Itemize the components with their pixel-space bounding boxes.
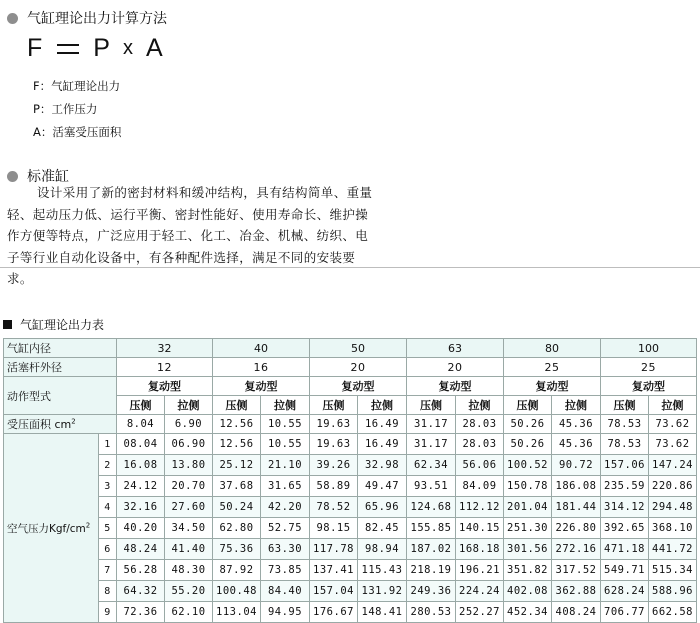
area-cell: 73.62 [649, 415, 697, 434]
table-row [4, 539, 697, 560]
bore-row [4, 339, 697, 358]
area-row [4, 415, 697, 434]
force-cell: 220.86 [649, 476, 697, 497]
force-cell: 32.98 [358, 455, 407, 476]
action-type-cell: 复动型 [407, 377, 504, 396]
rod-cell: 25 [601, 358, 697, 377]
action-row [4, 377, 697, 396]
force-cell: 25.12 [213, 455, 261, 476]
force-cell: 272.16 [552, 539, 601, 560]
force-cell: 50.26 [504, 434, 552, 455]
bore-cell: 40 [213, 339, 310, 358]
pressure-index: 8 [99, 581, 117, 602]
force-cell: 628.24 [601, 581, 649, 602]
force-cell: 12.56 [213, 434, 261, 455]
force-cell: 78.52 [310, 497, 358, 518]
area-cell: 16.49 [358, 415, 407, 434]
force-cell: 63.30 [261, 539, 310, 560]
force-cell: 58.89 [310, 476, 358, 497]
force-cell: 115.43 [358, 560, 407, 581]
area-cell: 31.17 [407, 415, 456, 434]
force-cell: 196.21 [456, 560, 504, 581]
formula-term-p: P [93, 34, 111, 62]
pull-side-header: 拉侧 [552, 396, 601, 415]
force-cell: 78.53 [601, 434, 649, 455]
force-cell: 75.36 [213, 539, 261, 560]
force-cell: 392.65 [601, 518, 649, 539]
action-type-cell: 复动型 [117, 377, 213, 396]
force-cell: 662.58 [649, 602, 697, 623]
force-cell: 10.55 [261, 434, 310, 455]
push-side-header: 压侧 [601, 396, 649, 415]
pressure-index: 9 [99, 602, 117, 623]
force-cell: 515.34 [649, 560, 697, 581]
force-cell: 140.15 [456, 518, 504, 539]
section-heading-calculation [7, 8, 167, 28]
formula-term-a: A [145, 34, 164, 62]
force-table [3, 338, 697, 623]
action-label: 动作型式 [4, 377, 117, 415]
force-cell: 62.10 [165, 602, 213, 623]
force-cell: 20.70 [165, 476, 213, 497]
force-cell: 471.18 [601, 539, 649, 560]
force-cell: 124.68 [407, 497, 456, 518]
formula [27, 34, 164, 63]
force-cell: 408.24 [552, 602, 601, 623]
force-cell: 368.10 [649, 518, 697, 539]
force-cell: 317.52 [552, 560, 601, 581]
force-cell: 201.04 [504, 497, 552, 518]
action-type-cell: 复动型 [601, 377, 697, 396]
force-cell: 362.88 [552, 581, 601, 602]
force-cell: 72.36 [117, 602, 165, 623]
force-cell: 28.03 [456, 434, 504, 455]
force-cell: 93.51 [407, 476, 456, 497]
area-cell: 19.63 [310, 415, 358, 434]
pressure-index: 4 [99, 497, 117, 518]
force-cell: 94.95 [261, 602, 310, 623]
force-cell: 45.36 [552, 434, 601, 455]
force-cell: 21.10 [261, 455, 310, 476]
legend-item-f: F：气缸理论出力 [33, 79, 121, 93]
area-cell: 28.03 [456, 415, 504, 434]
force-cell: 235.59 [601, 476, 649, 497]
pull-side-header: 拉侧 [165, 396, 213, 415]
force-cell: 100.48 [213, 581, 261, 602]
area-cell: 50.26 [504, 415, 552, 434]
push-side-header: 压侧 [310, 396, 358, 415]
table-title: 气缸理论出力表 [3, 316, 104, 333]
bore-cell: 50 [310, 339, 407, 358]
table-row [4, 602, 697, 623]
area-cell: 8.04 [117, 415, 165, 434]
rod-cell: 12 [117, 358, 213, 377]
force-cell: 40.20 [117, 518, 165, 539]
area-cell: 78.53 [601, 415, 649, 434]
force-cell: 168.18 [456, 539, 504, 560]
force-cell: 224.24 [456, 581, 504, 602]
force-cell: 56.06 [456, 455, 504, 476]
force-cell: 301.56 [504, 539, 552, 560]
bore-cell: 32 [117, 339, 213, 358]
bore-cell: 100 [601, 339, 697, 358]
force-cell: 84.09 [456, 476, 504, 497]
force-cell: 31.17 [407, 434, 456, 455]
force-cell: 147.24 [649, 455, 697, 476]
force-cell: 280.53 [407, 602, 456, 623]
force-cell: 98.94 [358, 539, 407, 560]
push-side-header: 压侧 [407, 396, 456, 415]
force-cell: 64.32 [117, 581, 165, 602]
action-type-cell: 复动型 [504, 377, 601, 396]
bore-label: 气缸内径 [4, 339, 117, 358]
force-cell: 27.60 [165, 497, 213, 518]
force-cell: 90.72 [552, 455, 601, 476]
force-cell: 34.50 [165, 518, 213, 539]
force-cell: 13.80 [165, 455, 213, 476]
bore-cell: 63 [407, 339, 504, 358]
pressure-index: 2 [99, 455, 117, 476]
rod-cell: 20 [310, 358, 407, 377]
bore-cell: 80 [504, 339, 601, 358]
force-cell: 62.34 [407, 455, 456, 476]
force-cell: 441.72 [649, 539, 697, 560]
force-cell: 150.78 [504, 476, 552, 497]
force-cell: 549.71 [601, 560, 649, 581]
rod-cell: 16 [213, 358, 310, 377]
divider [0, 267, 700, 268]
force-cell: 137.41 [310, 560, 358, 581]
pressure-index: 7 [99, 560, 117, 581]
legend-item-a: A：活塞受压面积 [33, 125, 122, 139]
force-cell: 50.24 [213, 497, 261, 518]
pull-side-header: 拉侧 [261, 396, 310, 415]
area-cell: 6.90 [165, 415, 213, 434]
force-cell: 314.12 [601, 497, 649, 518]
force-cell: 73.85 [261, 560, 310, 581]
area-cell: 10.55 [261, 415, 310, 434]
force-cell: 87.92 [213, 560, 261, 581]
area-cell: 12.56 [213, 415, 261, 434]
force-cell: 351.82 [504, 560, 552, 581]
equals-sign-icon [57, 42, 79, 56]
force-cell: 48.24 [117, 539, 165, 560]
force-cell: 16.08 [117, 455, 165, 476]
force-cell: 16.49 [358, 434, 407, 455]
force-cell: 252.27 [456, 602, 504, 623]
pressure-index: 6 [99, 539, 117, 560]
bullet-icon [7, 171, 18, 182]
table-row [4, 581, 697, 602]
rod-cell: 25 [504, 358, 601, 377]
pressure-index: 1 [99, 434, 117, 455]
force-cell: 52.75 [261, 518, 310, 539]
push-side-header: 压侧 [213, 396, 261, 415]
force-cell: 42.20 [261, 497, 310, 518]
pull-side-header: 拉侧 [456, 396, 504, 415]
description-paragraph: 设计采用了新的密封材料和缓冲结构，具有结构简单、重量轻、起动压力低、运行平衡、密封性能好、使用寿命长、维护操作方便等特点，广泛应用于轻工、化工、冶金、机械、纺织、电子等行业自动化设备中，有各种配件选择，满足不同的安装要求。 [7, 185, 373, 286]
force-cell: 588.96 [649, 581, 697, 602]
push-side-header: 压侧 [504, 396, 552, 415]
force-cell: 65.96 [358, 497, 407, 518]
area-label: 受压面积 $cm^2$ [4, 415, 117, 434]
force-cell: 55.20 [165, 581, 213, 602]
force-cell: 294.48 [649, 497, 697, 518]
force-cell: 148.41 [358, 602, 407, 623]
force-cell: 176.67 [310, 602, 358, 623]
force-cell: 155.85 [407, 518, 456, 539]
force-cell: 452.34 [504, 602, 552, 623]
bullet-icon [7, 13, 18, 24]
force-cell: 131.92 [358, 581, 407, 602]
section-title: 标准缸 [27, 169, 69, 185]
area-cell: 45.36 [552, 415, 601, 434]
force-cell: 31.65 [261, 476, 310, 497]
force-cell: 56.28 [117, 560, 165, 581]
force-cell: 06.90 [165, 434, 213, 455]
formula-lhs: F [27, 34, 44, 62]
force-cell: 82.45 [358, 518, 407, 539]
force-cell: 218.19 [407, 560, 456, 581]
force-cell: 186.08 [552, 476, 601, 497]
force-cell: 251.30 [504, 518, 552, 539]
pull-side-header: 拉侧 [649, 396, 697, 415]
force-cell: 41.40 [165, 539, 213, 560]
rod-cell: 20 [407, 358, 504, 377]
force-cell: 48.30 [165, 560, 213, 581]
force-cell: 19.63 [310, 434, 358, 455]
push-side-header: 压侧 [117, 396, 165, 415]
force-cell: 181.44 [552, 497, 601, 518]
legend-item-p: P：工作压力 [33, 102, 98, 116]
pull-side-header: 拉侧 [358, 396, 407, 415]
force-cell: 117.78 [310, 539, 358, 560]
force-cell: 112.12 [456, 497, 504, 518]
force-cell: 249.36 [407, 581, 456, 602]
force-cell: 32.16 [117, 497, 165, 518]
force-cell: 113.04 [213, 602, 261, 623]
pressure-label: 空气压力Kgf/$cm^2$ [4, 434, 99, 623]
force-cell: 49.47 [358, 476, 407, 497]
action-type-cell: 复动型 [213, 377, 310, 396]
force-cell: 402.08 [504, 581, 552, 602]
force-cell: 73.62 [649, 434, 697, 455]
force-cell: 84.40 [261, 581, 310, 602]
force-cell: 62.80 [213, 518, 261, 539]
formula-operator: x [122, 37, 134, 59]
force-cell: 157.06 [601, 455, 649, 476]
force-cell: 24.12 [117, 476, 165, 497]
table-row [4, 560, 697, 581]
force-cell: 100.52 [504, 455, 552, 476]
rod-label: 活塞杆外径 [4, 358, 117, 377]
force-cell: 08.04 [117, 434, 165, 455]
table-row [4, 497, 697, 518]
table-row [4, 455, 697, 476]
action-type-cell: 复动型 [310, 377, 407, 396]
table-row [4, 518, 697, 539]
force-cell: 39.26 [310, 455, 358, 476]
square-bullet-icon [3, 320, 12, 329]
force-cell: 706.77 [601, 602, 649, 623]
table-row [4, 476, 697, 497]
force-cell: 37.68 [213, 476, 261, 497]
rod-row [4, 358, 697, 377]
section-title: 气缸理论出力计算方法 [27, 11, 167, 27]
force-cell: 98.15 [310, 518, 358, 539]
force-cell: 157.04 [310, 581, 358, 602]
force-cell: 187.02 [407, 539, 456, 560]
force-cell: 226.80 [552, 518, 601, 539]
pressure-index: 5 [99, 518, 117, 539]
pressure-index: 3 [99, 476, 117, 497]
table-row [4, 434, 697, 455]
